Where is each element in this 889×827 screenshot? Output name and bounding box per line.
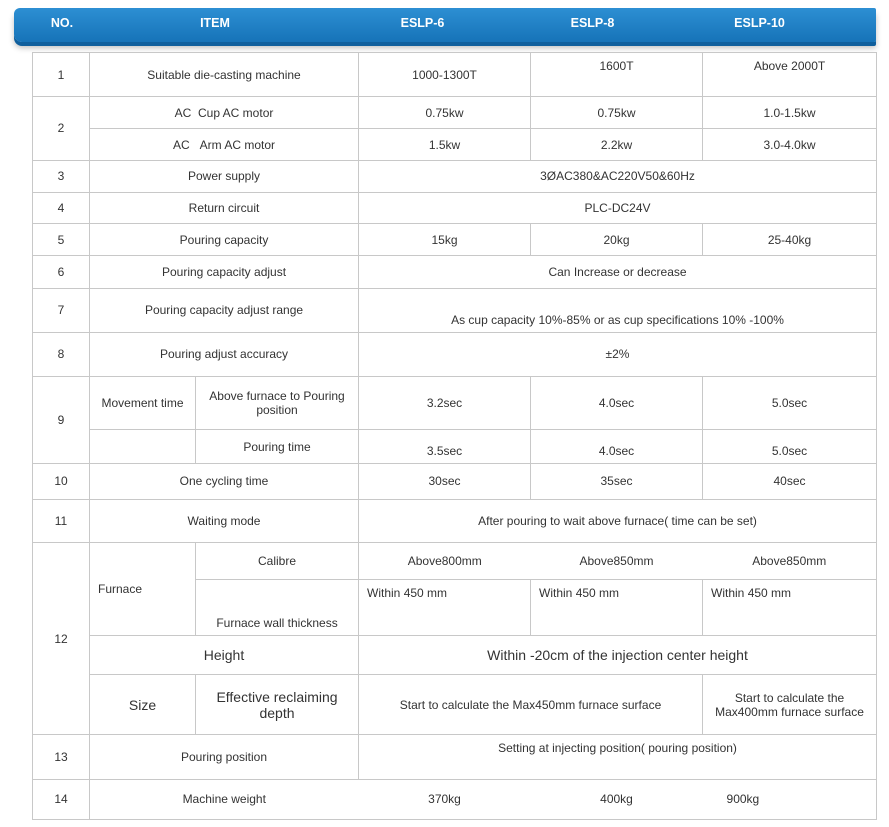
row-no: 11 [33,499,90,542]
spec-table-wrapper [32,52,876,820]
header-model-6: ESLP-6 [400,16,445,30]
furnace-label: Furnace [90,543,196,636]
row-item: Power supply [90,160,359,192]
table-row [33,430,877,463]
size-label: Size [90,674,196,734]
row-item: Return circuit [90,192,359,223]
row-value: Within 450 mm [359,580,531,635]
row-no: 3 [33,160,90,192]
row-value: 40sec [703,463,877,499]
row-item: Pouring capacity adjust range [90,288,359,332]
row-item: Pouring adjust accuracy [90,332,359,376]
row-value: 5.0sec [703,430,877,463]
row-value: 4.0sec [531,377,703,430]
row-value: 0.75kw [359,97,531,129]
row-item: One cycling time [90,463,359,499]
row-no: 6 [33,256,90,288]
row-group-blank [90,430,196,463]
row-no: 13 [33,735,90,779]
row-value: Above850mm [531,543,703,580]
row-item: Pouring capacity [90,224,359,256]
table-row [33,129,877,160]
row-value: ±2% [359,332,877,376]
row-no: 10 [33,463,90,499]
row-value: 25-40kg [703,224,877,256]
table-row [33,332,877,376]
table-row [33,53,877,97]
table-row [33,160,877,192]
row-value: Start to calculate the Max450mm furnace surface [359,674,703,734]
row-item: Above furnace to Pouring position [196,377,359,430]
row-value: Within 450 mm [531,580,703,635]
table-row [33,97,877,129]
row-value: 15kg [359,224,531,256]
spec-table [32,52,877,820]
row-value: Above800mm [359,543,531,580]
row-value: Setting at injecting position( pouring position) [359,735,877,779]
row-item: AC Cup AC motor [90,97,359,129]
row-item: Waiting mode [90,499,359,542]
row-item: Height [90,635,359,674]
row-item: Pouring capacity adjust [90,256,359,288]
row-item: Effective reclaiming depth [196,674,359,734]
row-no: 14 [33,779,90,819]
row-item: Pouring position [90,735,359,779]
row-no: 7 [33,288,90,332]
row-item: Calibre [196,543,359,580]
table-row [33,192,877,223]
table-row [33,674,877,734]
header-item: ITEM [200,16,230,30]
table-row [33,543,877,580]
row-item: Pouring time [196,430,359,463]
header-no: NO. [50,16,74,30]
row-value: Within 450 mm [703,580,877,635]
row-no: 2 [33,97,90,160]
row-value: 900kg [703,779,877,819]
row-value: Within -20cm of the injection center height [359,635,877,674]
table-row [33,224,877,256]
row-value: 370kg [359,779,531,819]
row-value: PLC-DC24V [359,192,877,223]
row-no: 1 [33,53,90,97]
row-value: 0.75kw [531,97,703,129]
row-value: 1600T [531,53,703,97]
row-no: 5 [33,224,90,256]
row-value: 1000-1300T [359,53,531,97]
row-value: 400kg [531,779,703,819]
row-value: After pouring to wait above furnace( time can be set) [359,499,877,542]
row-value: 30sec [359,463,531,499]
table-row [33,463,877,499]
row-value: 20kg [531,224,703,256]
row-value: Can Increase or decrease [359,256,877,288]
row-value: 4.0sec [531,430,703,463]
row-no: 8 [33,332,90,376]
row-value: Above 2000T [703,53,877,97]
header-model-8: ESLP-8 [570,16,615,30]
row-value: 1.0-1.5kw [703,97,877,129]
table-row [33,288,877,332]
table-row [33,377,877,430]
row-value: 1.5kw [359,129,531,160]
row-item: Machine weight [90,779,359,819]
row-value: As cup capacity 10%-85% or as cup specifications 10% -100% [359,288,877,332]
row-no: 4 [33,192,90,223]
table-row [33,735,877,779]
table-row [33,256,877,288]
row-value: Start to calculate the Max400mm furnace surface [703,674,877,734]
row-group-label: Movement time [90,377,196,430]
row-value: 3ØAC380&AC220V50&60Hz [359,160,877,192]
table-row [33,779,877,819]
row-no: 9 [33,377,90,464]
row-value: 3.2sec [359,377,531,430]
row-item: AC Arm AC motor [90,129,359,160]
row-item: Suitable die-casting machine [90,53,359,97]
row-value: 3.0-4.0kw [703,129,877,160]
row-value: 3.5sec [359,430,531,463]
row-value: 35sec [531,463,703,499]
table-row [33,499,877,542]
row-value: 5.0sec [703,377,877,430]
header-model-10: ESLP-10 [734,16,785,30]
row-item: Furnace wall thickness [196,580,359,635]
row-value: Above850mm [703,543,877,580]
table-row [33,635,877,674]
row-value: 2.2kw [531,129,703,160]
row-no: 12 [33,543,90,735]
